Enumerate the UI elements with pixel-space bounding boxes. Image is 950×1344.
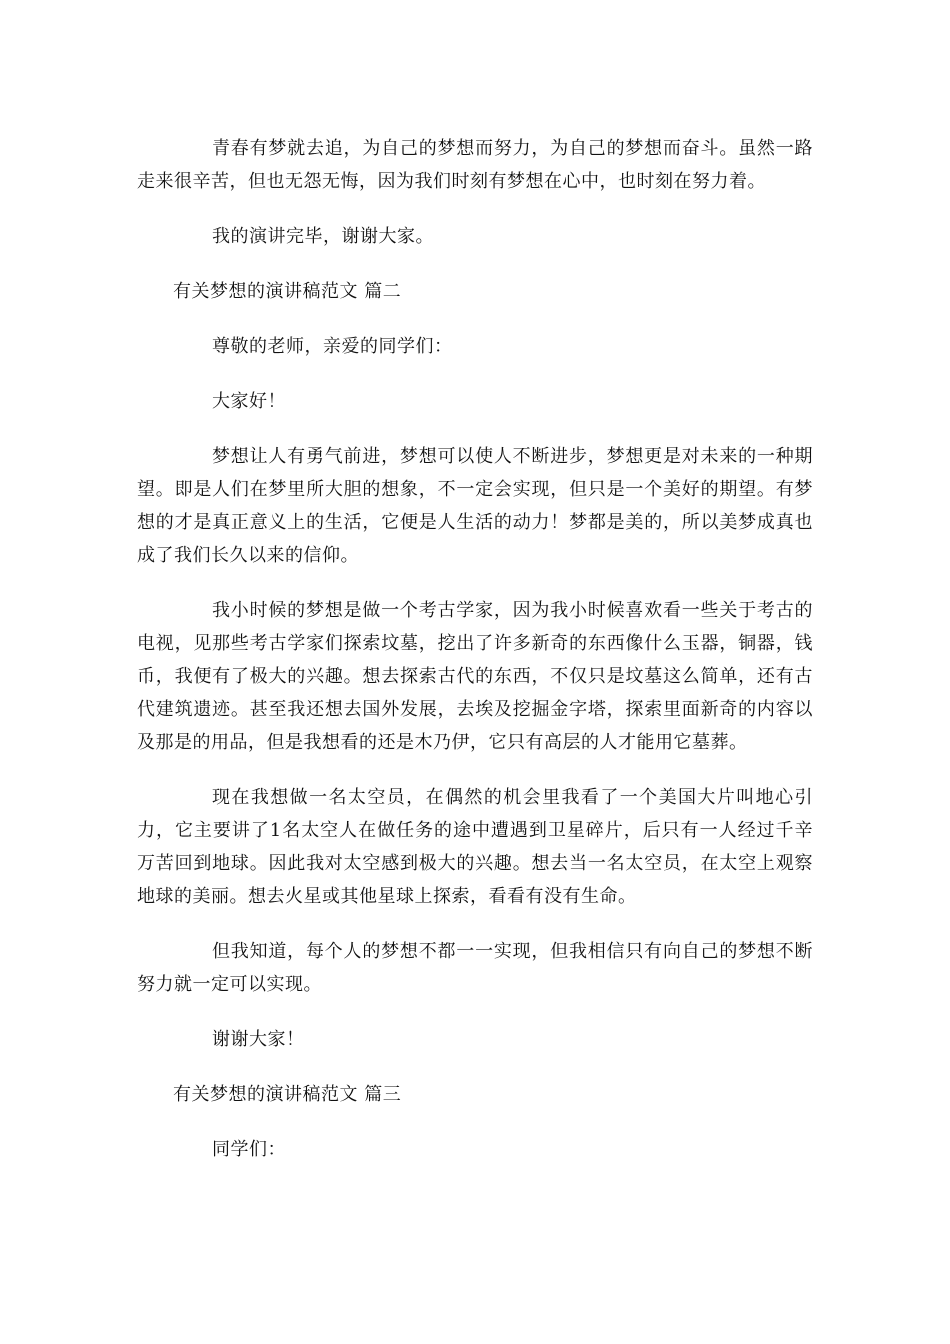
- section-heading-part-3: 有关梦想的演讲稿范文 篇三: [173, 1084, 402, 1105]
- paragraph-closing-1: 我的演讲完毕，谢谢大家。: [212, 226, 434, 247]
- section-heading-part-2: 有关梦想的演讲稿范文 篇二: [173, 281, 402, 302]
- paragraph-belief: 但我知道，每个人的梦想不都一一实现，但我相信只有向自己的梦想不断努力就一定可以实现。: [137, 941, 813, 995]
- paragraph-salutation: 尊敬的老师，亲爱的同学们：: [212, 336, 453, 357]
- paragraph-youth-dream: 青春有梦就去追，为自己的梦想而努力，为自己的梦想而奋斗。虽然一路走来很辛苦，但也无怨无悔，因为我们时刻有梦想在心中，也时刻在努力着。: [137, 138, 813, 192]
- document-body: [137, 132, 813, 1166]
- paragraph-thanks: 谢谢大家！: [212, 1029, 305, 1050]
- paragraph-dream-meaning: 梦想让人有勇气前进，梦想可以使人不断进步，梦想更是对未来的一种期望。即是人们在梦里所大胆的想象，不一定会实现，但只是一个美好的期望。有梦想的才是真正意义上的生活，它便是人生活的动力！梦都是美的，所以美梦成真也成了我们长久以来的信仰。: [137, 446, 813, 566]
- paragraph-classmates: 同学们：: [212, 1139, 286, 1160]
- paragraph-greeting: 大家好！: [212, 391, 286, 412]
- paragraph-archaeologist: 我小时候的梦想是做一个考古学家，因为我小时候喜欢看一些关于考古的电视，见那些考古学家们探索坟墓，挖出了许多新奇的东西像什么玉器，铜器，钱币，我便有了极大的兴趣。想去探索古代的东西，不仅只是坟墓这么简单，还有古代建筑遗迹。甚至我还想去国外发展，去埃及挖掘金字塔，探索里面新奇的内容以及那是的用品，但是我想看的还是木乃伊，它只有高层的人才能用它墓葬。: [137, 600, 813, 753]
- paragraph-astronaut: 现在我想做一名太空员，在偶然的机会里我看了一个美国大片叫地心引力，它主要讲了1名太空人在做任务的途中遭遇到卫星碎片，后只有一人经过千辛万苦回到地球。因此我对太空感到极大的兴趣。想去当一名太空员，在太空上观察地球的美丽。想去火星或其他星球上探索，看看有没有生命。: [137, 787, 813, 907]
